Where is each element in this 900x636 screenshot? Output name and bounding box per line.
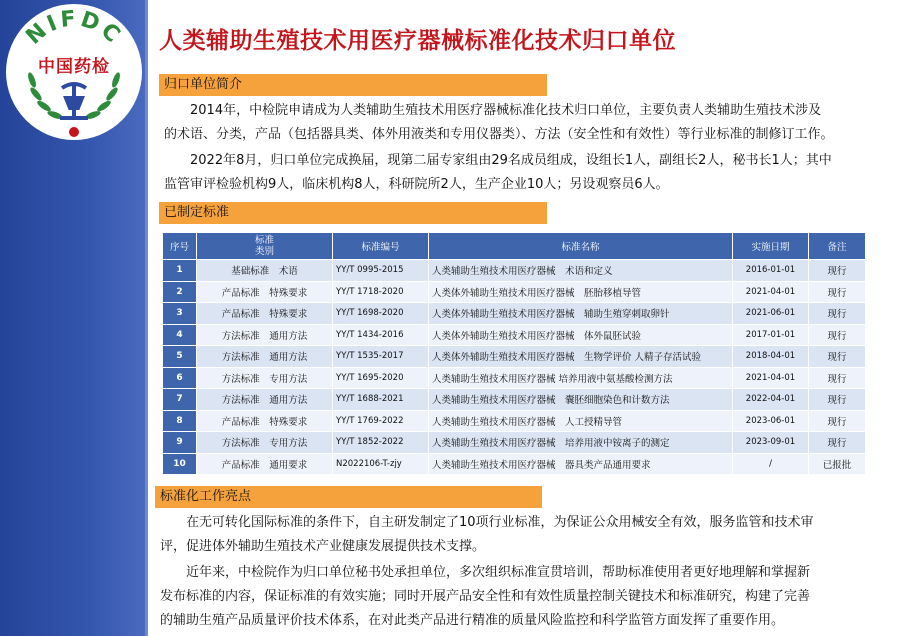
intro-p2-line2: 监管审评检验机构9人，临床机构8人，科研院所2人，生产企业10人；另设观察员6人。: [164, 177, 669, 192]
row-no: 1: [163, 260, 197, 282]
row-date: /: [733, 453, 809, 475]
row-no: 3: [163, 303, 197, 325]
section-heading-highlights: 标准化工作亮点: [155, 486, 542, 508]
row-name: 人类辅助生殖技术用医疗器械 培养用液中氨基酸检测方法: [429, 367, 733, 389]
highlights-p2-line3: 的辅助生殖产品质量评价技术体系，在对此类产品进行精准的质量风险监控和科学监管方面发挥了重要作用。: [160, 613, 785, 628]
row-no: 6: [163, 367, 197, 389]
row-code: YY/T 1434-2016: [333, 324, 429, 346]
intro-paragraph-1: [164, 99, 884, 147]
table-row: [163, 453, 866, 475]
table-row: [163, 389, 866, 411]
row-note: 现行: [809, 346, 866, 368]
row-category: 产品标准 特殊要求: [197, 303, 333, 325]
intro-p2-line1: 2022年8月，归口单位完成换届，现第二届专家组由29名成员组成，设组长1人，副组长2人，秘书长1人；其中: [190, 153, 832, 168]
header-date: 实施日期: [733, 233, 809, 260]
table-row: [163, 281, 866, 303]
row-code: YY/T 1769-2022: [333, 410, 429, 432]
row-name: 人类辅助生殖技术用医疗器械 培养用液中铵离子的测定: [429, 432, 733, 454]
logo-org-cn: 中国药检: [38, 57, 110, 77]
row-code: YY/T 1535-2017: [333, 346, 429, 368]
row-no: 8: [163, 410, 197, 432]
row-name: 人类辅助生殖技术用医疗器械 人工授精导管: [429, 410, 733, 432]
row-category: 产品标准 特殊要求: [197, 410, 333, 432]
page-title: 人类辅助生殖技术用医疗器械标准化技术归口单位: [159, 28, 676, 54]
row-category: 方法标准 通用方法: [197, 324, 333, 346]
section-heading-standards: 已制定标准: [159, 202, 547, 224]
row-note: 已报批: [809, 453, 866, 475]
row-date: 2018-04-01: [733, 346, 809, 368]
row-note: 现行: [809, 389, 866, 411]
row-date: 2021-04-01: [733, 367, 809, 389]
row-name: 人类体外辅助生殖技术用医疗器械 生物学评价 人精子存活试验: [429, 346, 733, 368]
header-no: 序号: [163, 233, 197, 260]
row-date: 2022-04-01: [733, 389, 809, 411]
row-name: 人类体外辅助生殖技术用医疗器械 胚胎移植导管: [429, 281, 733, 303]
row-date: 2021-06-01: [733, 303, 809, 325]
row-note: 现行: [809, 303, 866, 325]
row-code: YY/T 1718-2020: [333, 281, 429, 303]
highlights-p1-line2: 评，促进体外辅助生殖技术产业健康发展提供技术支撑。: [160, 539, 486, 554]
highlights-paragraph-2: [160, 561, 884, 633]
row-name: 人类辅助生殖技术用医疗器械 器具类产品通用要求: [429, 453, 733, 475]
row-category: 基础标准 术语: [197, 260, 333, 282]
row-code: YY/T 1852-2022: [333, 432, 429, 454]
row-category: 方法标准 通用方法: [197, 346, 333, 368]
row-name: 人类体外辅助生殖技术用医疗器械 辅助生殖穿刺取卵针: [429, 303, 733, 325]
table-row: [163, 260, 866, 282]
row-note: 现行: [809, 367, 866, 389]
table-row: [163, 410, 866, 432]
table-row: [163, 346, 866, 368]
highlights-p1-line1: 在无可转化国际标准的条件下，自主研发制定了10项行业标准，为保证公众用械安全有效，服务监管和技术审: [186, 515, 814, 530]
row-note: 现行: [809, 260, 866, 282]
highlights-p2-line1: 近年来，中检院作为归口单位秘书处承担单位，多次组织标准宣贯培训，帮助标准使用者更好地理解和掌握新: [186, 565, 811, 580]
table-row: [163, 303, 866, 325]
sidebar-panel: [0, 0, 148, 636]
header-code: 标准编号: [333, 233, 429, 260]
row-code: YY/T 1698-2020: [333, 303, 429, 325]
row-no: 5: [163, 346, 197, 368]
row-no: 4: [163, 324, 197, 346]
intro-paragraph-2: [164, 149, 884, 197]
table-row: [163, 367, 866, 389]
row-name: 人类辅助生殖技术用医疗器械 囊胚细胞染色和计数方法: [429, 389, 733, 411]
row-code: YY/T 1695-2020: [333, 367, 429, 389]
row-category: 方法标准 专用方法: [197, 432, 333, 454]
row-no: 10: [163, 453, 197, 475]
header-category-l2: 类别: [254, 246, 274, 257]
section-heading-intro: 归口单位简介: [159, 74, 547, 96]
table-header-row: [163, 233, 866, 260]
row-date: 2023-09-01: [733, 432, 809, 454]
intro-p1-line2: 的术语、分类，产品（包括器具类、体外用液类和专用仪器类）、方法（安全性和有效性）等行业标准的制修订工作。: [164, 127, 834, 142]
row-note: 现行: [809, 281, 866, 303]
row-note: 现行: [809, 324, 866, 346]
svg-text:NIFDC: [21, 6, 126, 49]
highlights-paragraph-1: [160, 511, 884, 559]
row-date: 2016-01-01: [733, 260, 809, 282]
header-note: 备注: [809, 233, 866, 260]
row-no: 2: [163, 281, 197, 303]
row-category: 产品标准 特殊要求: [197, 281, 333, 303]
table-row: [163, 432, 866, 454]
table-row: [163, 324, 866, 346]
nifdc-logo: [6, 4, 142, 140]
intro-p1-line1: 2014年，中检院申请成为人类辅助生殖技术用医疗器械标准化技术归口单位，主要负责人类辅助生殖技术涉及: [190, 103, 822, 118]
row-date: 2023-06-01: [733, 410, 809, 432]
standards-table: [162, 232, 866, 475]
row-name: 人类体外辅助生殖技术用医疗器械 体外鼠胚试验: [429, 324, 733, 346]
row-no: 9: [163, 432, 197, 454]
standards-table-body: [163, 260, 866, 475]
row-note: 现行: [809, 410, 866, 432]
highlights-p2-line2: 发布标准的内容，保证标准的有效实施；同时开展产品安全性和有效性质量控制关键技术和标准研究，构建了完善: [160, 589, 811, 604]
row-date: 2021-04-01: [733, 281, 809, 303]
row-category: 方法标准 专用方法: [197, 367, 333, 389]
header-category: [197, 233, 333, 260]
header-category-l1: 标准: [254, 235, 274, 246]
row-date: 2017-01-01: [733, 324, 809, 346]
row-category: 方法标准 通用方法: [197, 389, 333, 411]
row-code: YY/T 0995-2015: [333, 260, 429, 282]
row-code: YY/T 1688-2021: [333, 389, 429, 411]
row-category: 产品标准 通用要求: [197, 453, 333, 475]
row-no: 7: [163, 389, 197, 411]
header-name: 标准名称: [429, 233, 733, 260]
row-code: N2022106-T-zjy: [333, 453, 429, 475]
row-name: 人类辅助生殖技术用医疗器械 术语和定义: [429, 260, 733, 282]
logo-org-en: NIFDC: [21, 6, 127, 50]
row-note: 现行: [809, 432, 866, 454]
